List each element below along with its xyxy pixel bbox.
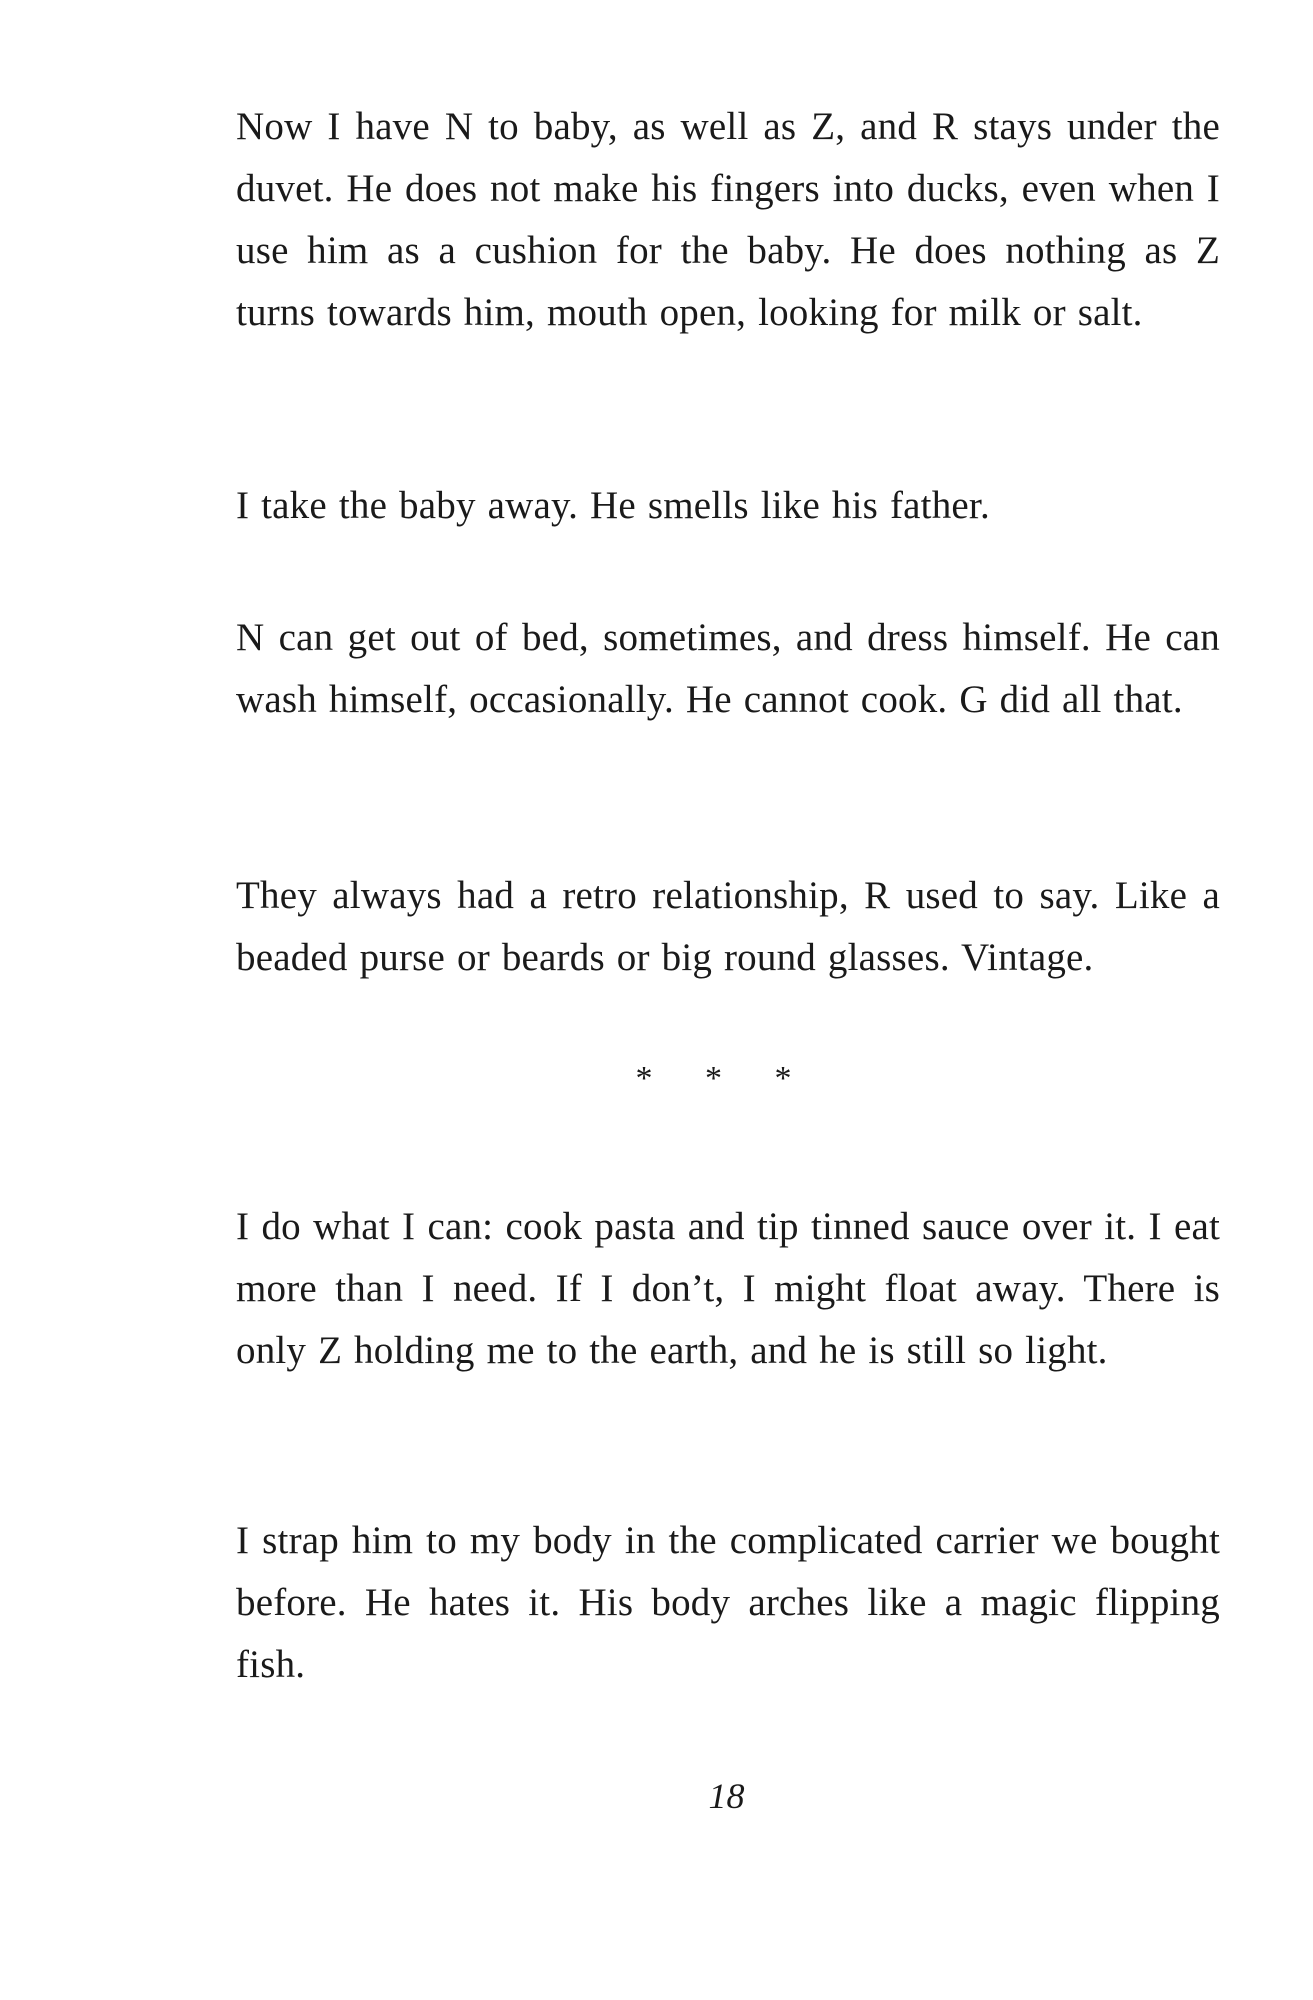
page-number: 18: [708, 1776, 745, 1816]
paragraph: I do what I can: cook pasta and tip tinned sauce over it. I eat more than I need. If I don’t, I might float away. There is only Z holding me to the earth, and he is still so light.: [236, 1205, 1220, 1372]
paragraph: They always had a retro relationship, R used to say. Like a beaded purse or beards or big round glasses. Vintage.: [236, 874, 1220, 979]
scene-break: * * *: [635, 1060, 814, 1097]
paragraph: I strap him to my body in the complicated carrier we bought before. He hates it. His body arches like a magic flipping fish.: [236, 1519, 1220, 1686]
paragraph: I take the baby away. He smells like his father.: [236, 484, 990, 527]
paragraph: N can get out of bed, sometimes, and dress himself. He can wash himself, occasionally. He cannot cook. G did all that.: [236, 616, 1220, 721]
paragraph: Now I have N to baby, as well as Z, and R stays under the duvet. He does not make his fingers into ducks, even when I use him as a cushion for the baby. He does nothing as Z turns towards him, mouth open, looking for milk or salt.: [236, 105, 1220, 334]
